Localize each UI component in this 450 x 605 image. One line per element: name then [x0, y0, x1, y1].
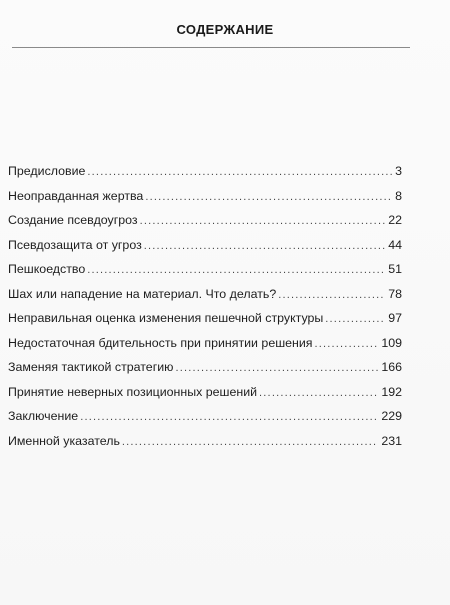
- toc-entry-title: Именной указатель: [8, 433, 120, 448]
- toc-entry: [8, 188, 402, 213]
- toc-entry-title: Заменяя тактикой стратегию: [8, 360, 174, 374]
- table-of-contents: [8, 163, 402, 457]
- toc-leader-dots: [80, 409, 378, 425]
- toc-entry-page: 166: [381, 360, 402, 374]
- toc-leader-dots: [315, 336, 379, 352]
- toc-leader-dots: [87, 262, 385, 278]
- toc-leader-dots: [87, 164, 392, 180]
- toc-entry-title: Создание псевдоугроз: [8, 213, 138, 227]
- toc-entry: [8, 335, 402, 360]
- toc-entry-title: Неправильная оценка изменения пешечной структуры: [8, 311, 324, 325]
- title-divider: [12, 47, 410, 48]
- toc-entry: [8, 384, 402, 409]
- toc-entry: [8, 163, 402, 188]
- toc-entry-page: 51: [388, 262, 402, 276]
- toc-entry: [8, 310, 402, 335]
- toc-entry-page: 78: [388, 286, 402, 301]
- toc-leader-dots: [140, 213, 386, 229]
- toc-entry: [8, 359, 402, 384]
- toc-entry-page: 229: [381, 409, 402, 423]
- toc-leader-dots: [122, 434, 378, 450]
- page-title: СОДЕРЖАНИЕ: [176, 22, 274, 37]
- toc-entry-title: Псевдозащита от угроз: [8, 237, 142, 252]
- toc-entry-title: Неоправданная жертва: [8, 188, 144, 203]
- toc-entry-page: 22: [388, 213, 402, 227]
- toc-entry: [8, 433, 402, 458]
- toc-entry-title: Недостаточная бдительность при принятии решения: [8, 335, 313, 350]
- toc-leader-dots: [325, 311, 385, 327]
- toc-entry: [8, 237, 402, 262]
- toc-entry-page: 3: [395, 164, 402, 178]
- toc-entry-title: Пешкоедство: [8, 262, 86, 276]
- toc-leader-dots: [278, 287, 385, 303]
- toc-entry-title: Заключение: [8, 409, 79, 423]
- toc-leader-dots: [144, 238, 385, 254]
- toc-entry: [8, 286, 402, 311]
- toc-entry-page: 8: [395, 188, 402, 203]
- toc-entry-title: Предисловие: [8, 164, 86, 178]
- toc-leader-dots: [259, 385, 378, 401]
- toc-entry-title: Шах или нападение на материал. Что делать?: [8, 286, 277, 301]
- toc-entry-page: 109: [381, 335, 402, 350]
- toc-entry: [8, 212, 402, 237]
- toc-entry: [8, 261, 402, 286]
- toc-entry-page: 192: [381, 384, 402, 399]
- toc-leader-dots: [175, 360, 378, 376]
- toc-entry-page: 231: [381, 433, 402, 448]
- toc-entry: [8, 408, 402, 433]
- toc-entry-page: 97: [388, 311, 402, 325]
- toc-entry-title: Принятие неверных позиционных решений: [8, 384, 258, 399]
- toc-entry-page: 44: [388, 237, 402, 252]
- toc-leader-dots: [145, 189, 392, 205]
